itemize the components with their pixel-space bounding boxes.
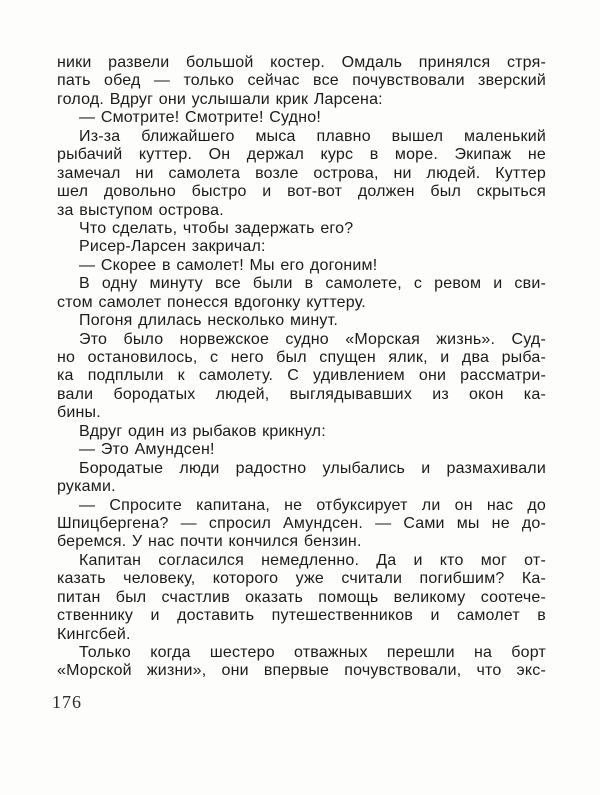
- text-line: питан был счастлив оказать помощь великому соотече-: [57, 588, 546, 606]
- page-number: 176: [52, 692, 82, 712]
- text-line: Только когда шестеро отважных перешли на борт: [79, 644, 546, 661]
- text-line: Капитан согласился немедленно. Да и кто мог от-: [79, 551, 546, 569]
- text-line: Вдруг один из рыбаков крикнул:: [79, 422, 326, 440]
- text-line: замечал ни самолета возле острова, ни людей. Куттер: [57, 164, 546, 182]
- text-line: вали бородатых людей, выглядывавших из окон ка-: [57, 385, 546, 403]
- text-line: ственнику и доставить путешественников и самолет в: [57, 607, 546, 625]
- text-line: голод. Вдруг они услышали крик Ларсена:: [57, 90, 383, 108]
- text-line: В одну минуту все были в самолете, с ревом и сви-: [79, 275, 546, 293]
- text-line: но остановилось, с него был спущен ялик, и два рыба-: [57, 349, 546, 366]
- text-line: Рисер-Ларсен закричал:: [79, 238, 266, 256]
- text-line: стом самолет понесся вдогонку куттеру.: [57, 293, 366, 311]
- text-line: Это было норвежское судно «Морская жизнь». Суд-: [79, 330, 546, 348]
- text-line: шел довольно быстро и вот-вот должен был скрыться: [57, 183, 546, 201]
- text-line: — Смотрите! Смотрите! Судно!: [79, 109, 321, 127]
- page-text: [57, 54, 546, 681]
- text-line: бины.: [57, 404, 101, 422]
- text-line: Из-за ближайшего мыса плавно вышел маленький: [79, 127, 546, 145]
- text-line: ка подплыли к самолету. С удивлением они рассматри-: [57, 367, 546, 385]
- text-line: руками.: [57, 478, 116, 496]
- text-line: ники развели большой костер. Омдаль принялся стря-: [57, 54, 546, 71]
- text-line: за выступом острова.: [57, 201, 224, 219]
- text-line: Что сделать, чтобы задержать его?: [79, 219, 354, 237]
- text-line: «Морской жизни», они впервые почувствовали, что экс-: [57, 662, 546, 680]
- text-line: рыбачий куттер. Он держал курс в море. Экипаж не: [57, 146, 546, 164]
- text-line: казать человеку, которого уже считали погибшим? Ка-: [57, 570, 546, 588]
- text-line: Кингсбей.: [57, 625, 131, 643]
- text-line: Погоня длилась несколько минут.: [79, 312, 338, 330]
- text-line: пать обед — только сейчас все почувствовали зверский: [57, 72, 546, 90]
- text-line: — Это Амундсен!: [79, 441, 215, 459]
- text-line: Бородатые люди радостно улыбались и размахивали: [79, 459, 546, 477]
- text-line: беремся. У нас почти кончился бензин.: [57, 533, 362, 551]
- text-line: Шпицбергена? — спросил Амундсен. — Сами мы не до-: [57, 514, 546, 532]
- text-line: — Спросите капитана, не отбуксирует ли он нас до: [79, 496, 546, 514]
- text-line: — Скорее в самолет! Мы его догоним!: [79, 256, 378, 274]
